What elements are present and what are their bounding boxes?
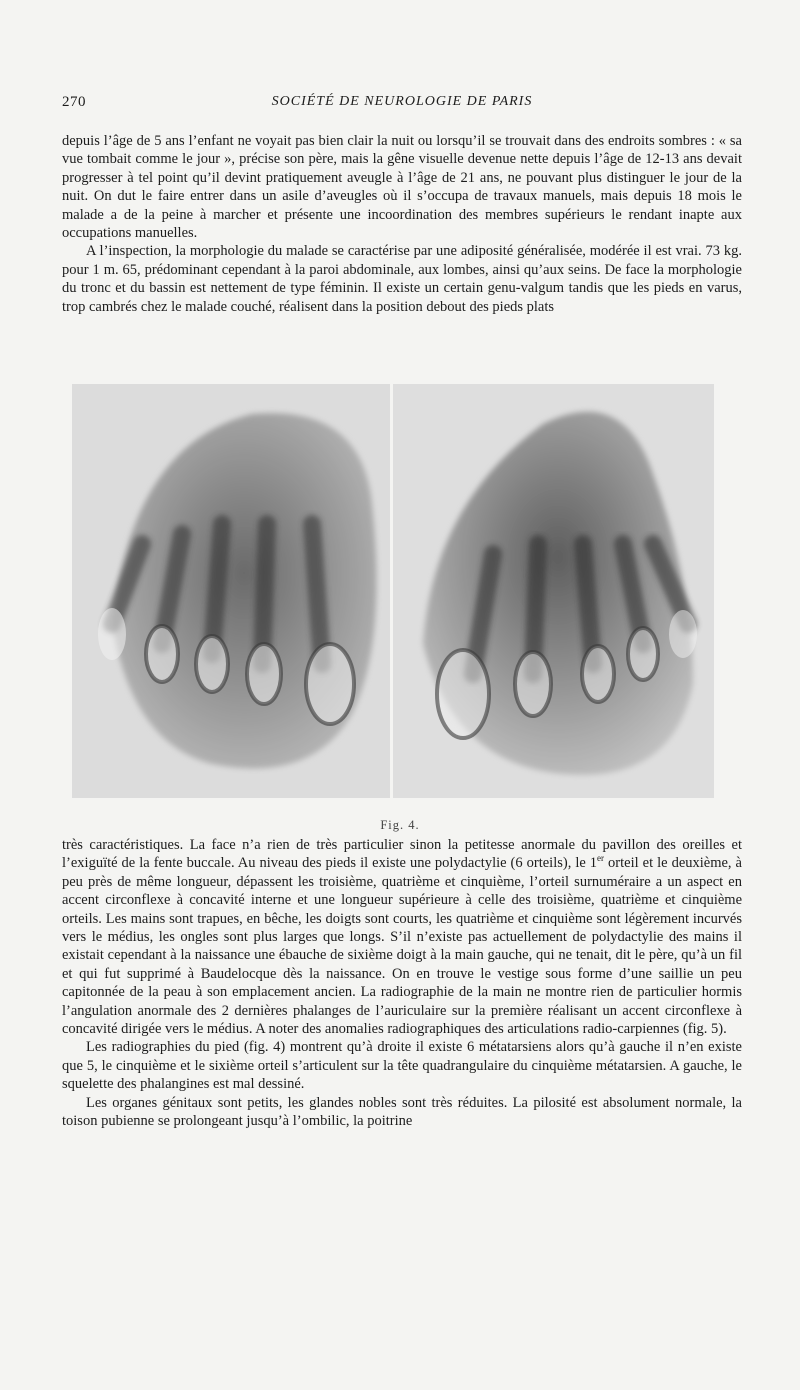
superscript: er (597, 853, 605, 864)
xray-left-foot-image (72, 384, 390, 798)
page-number: 270 (62, 94, 86, 110)
paragraph (62, 836, 742, 1038)
paragraph: depuis l’âge de 5 ans l’enfant ne voyait pas bien clair la nuit ou lorsqu’il se trouvait dans des endroits sombres : « sa vue tombait comme le jour », précise son père, mais la gêne visuelle devenue nette depuis l’âge de 12-13 ans devait progresser à tel point qu’il devint pratiquement aveugle à l’âge de 21 ans, ne pouvant plus distinguer le jour de la nuit. On dut le faire entrer dans un asile d’aveugles où il s’occupa de travaux manuels, mais depuis 18 mois le malade a de la peine à marcher et présente une incoordination des membres supérieurs le rendant inapte aux occupations manuelles. (62, 133, 742, 242)
paragraph: A l’inspection, la morphologie du malade se caractérise par une adiposité généralisée, modérée il est vrai. 73 kg. pour 1 m. 65, prédominant cependant à la paroi abdominale, aux lombes, ainsi qu’aux seins. De face la morphologie du tronc et du bassin est nettement de type féminin. Il existe un certain genu-valgum tandis que les pieds en varus, trop cambrés chez le malade couché, réalisent dans la position debout des pieds plats (62, 243, 742, 315)
xray-left-foot (72, 384, 390, 798)
xray-right-foot (393, 384, 714, 798)
journal-title: SOCIÉTÉ DE NEUROLOGIE DE PARIS (271, 94, 533, 109)
figure-4 (72, 384, 714, 798)
xray-right-foot-image (393, 384, 714, 798)
text-block-top (62, 132, 742, 316)
paragraph: Les organes génitaux sont petits, les glandes nobles sont très réduites. La pilosité est absolument normale, la toison pubienne se prolongeant jusqu’à l’ombilic, la poitrine (62, 1094, 742, 1130)
paragraph-text: orteil et le deuxième, à peu près de même longueur, dépassent les troisième, quatrième et cinquième, l’orteil surnuméraire a un aspect en accent circonflexe à concavité interne et une longueur supérieure à celle des troisième, quatrième et cinquième orteils. Les mains sont trapues, en bêche, les doigts sont courts, les quatrième et cinquième sont légèrement incurvés vers le médius, les ongles sont plus larges que longs. S’il n’existe pas actuellement de polydactylie des mains il existait cependant à la naissance une ébauche de sixième doigt à la main gauche, qui ne tenait, dit le père, qu’à un fil et qui fut supprimé à Baudelocque dès la naissance. On en trouve le vestige sous forme d’une saillie un peu capitonnée de la peau à son emplacement ancien. La radiographie de la main ne montre rien de particulier hormis l’angulation anormale des 2 dernières phalanges de l’auriculaire sur la première réalisant un accent circonflexe à concavité dirigée vers le médius. A noter des anomalies radiographiques des articulations radio-carpiennes (fig. 5). (62, 855, 742, 1038)
text-block-bottom (62, 836, 742, 1131)
figure-caption: Fig. 4. (380, 818, 420, 832)
running-head (62, 94, 742, 114)
paragraph: Les radiographies du pied (fig. 4) montrent qu’à droite il existe 6 métatarsiens alors qu’à gauche il n’en existe que 5, le cinquième et le sixième orteil s’articulent sur la tête quadrangulaire du cinquième métatarsien. A gauche, le squelette des phalangines est mal dessiné. (62, 1039, 742, 1093)
paragraph-text: très caractéristiques. La face n’a rien de très particulier sinon la petitesse anormale du pavillon des oreilles et l’exiguïté de la fente buccale. Au niveau des pieds il existe une polydactylie (6 orteils), le 1 (62, 837, 742, 872)
